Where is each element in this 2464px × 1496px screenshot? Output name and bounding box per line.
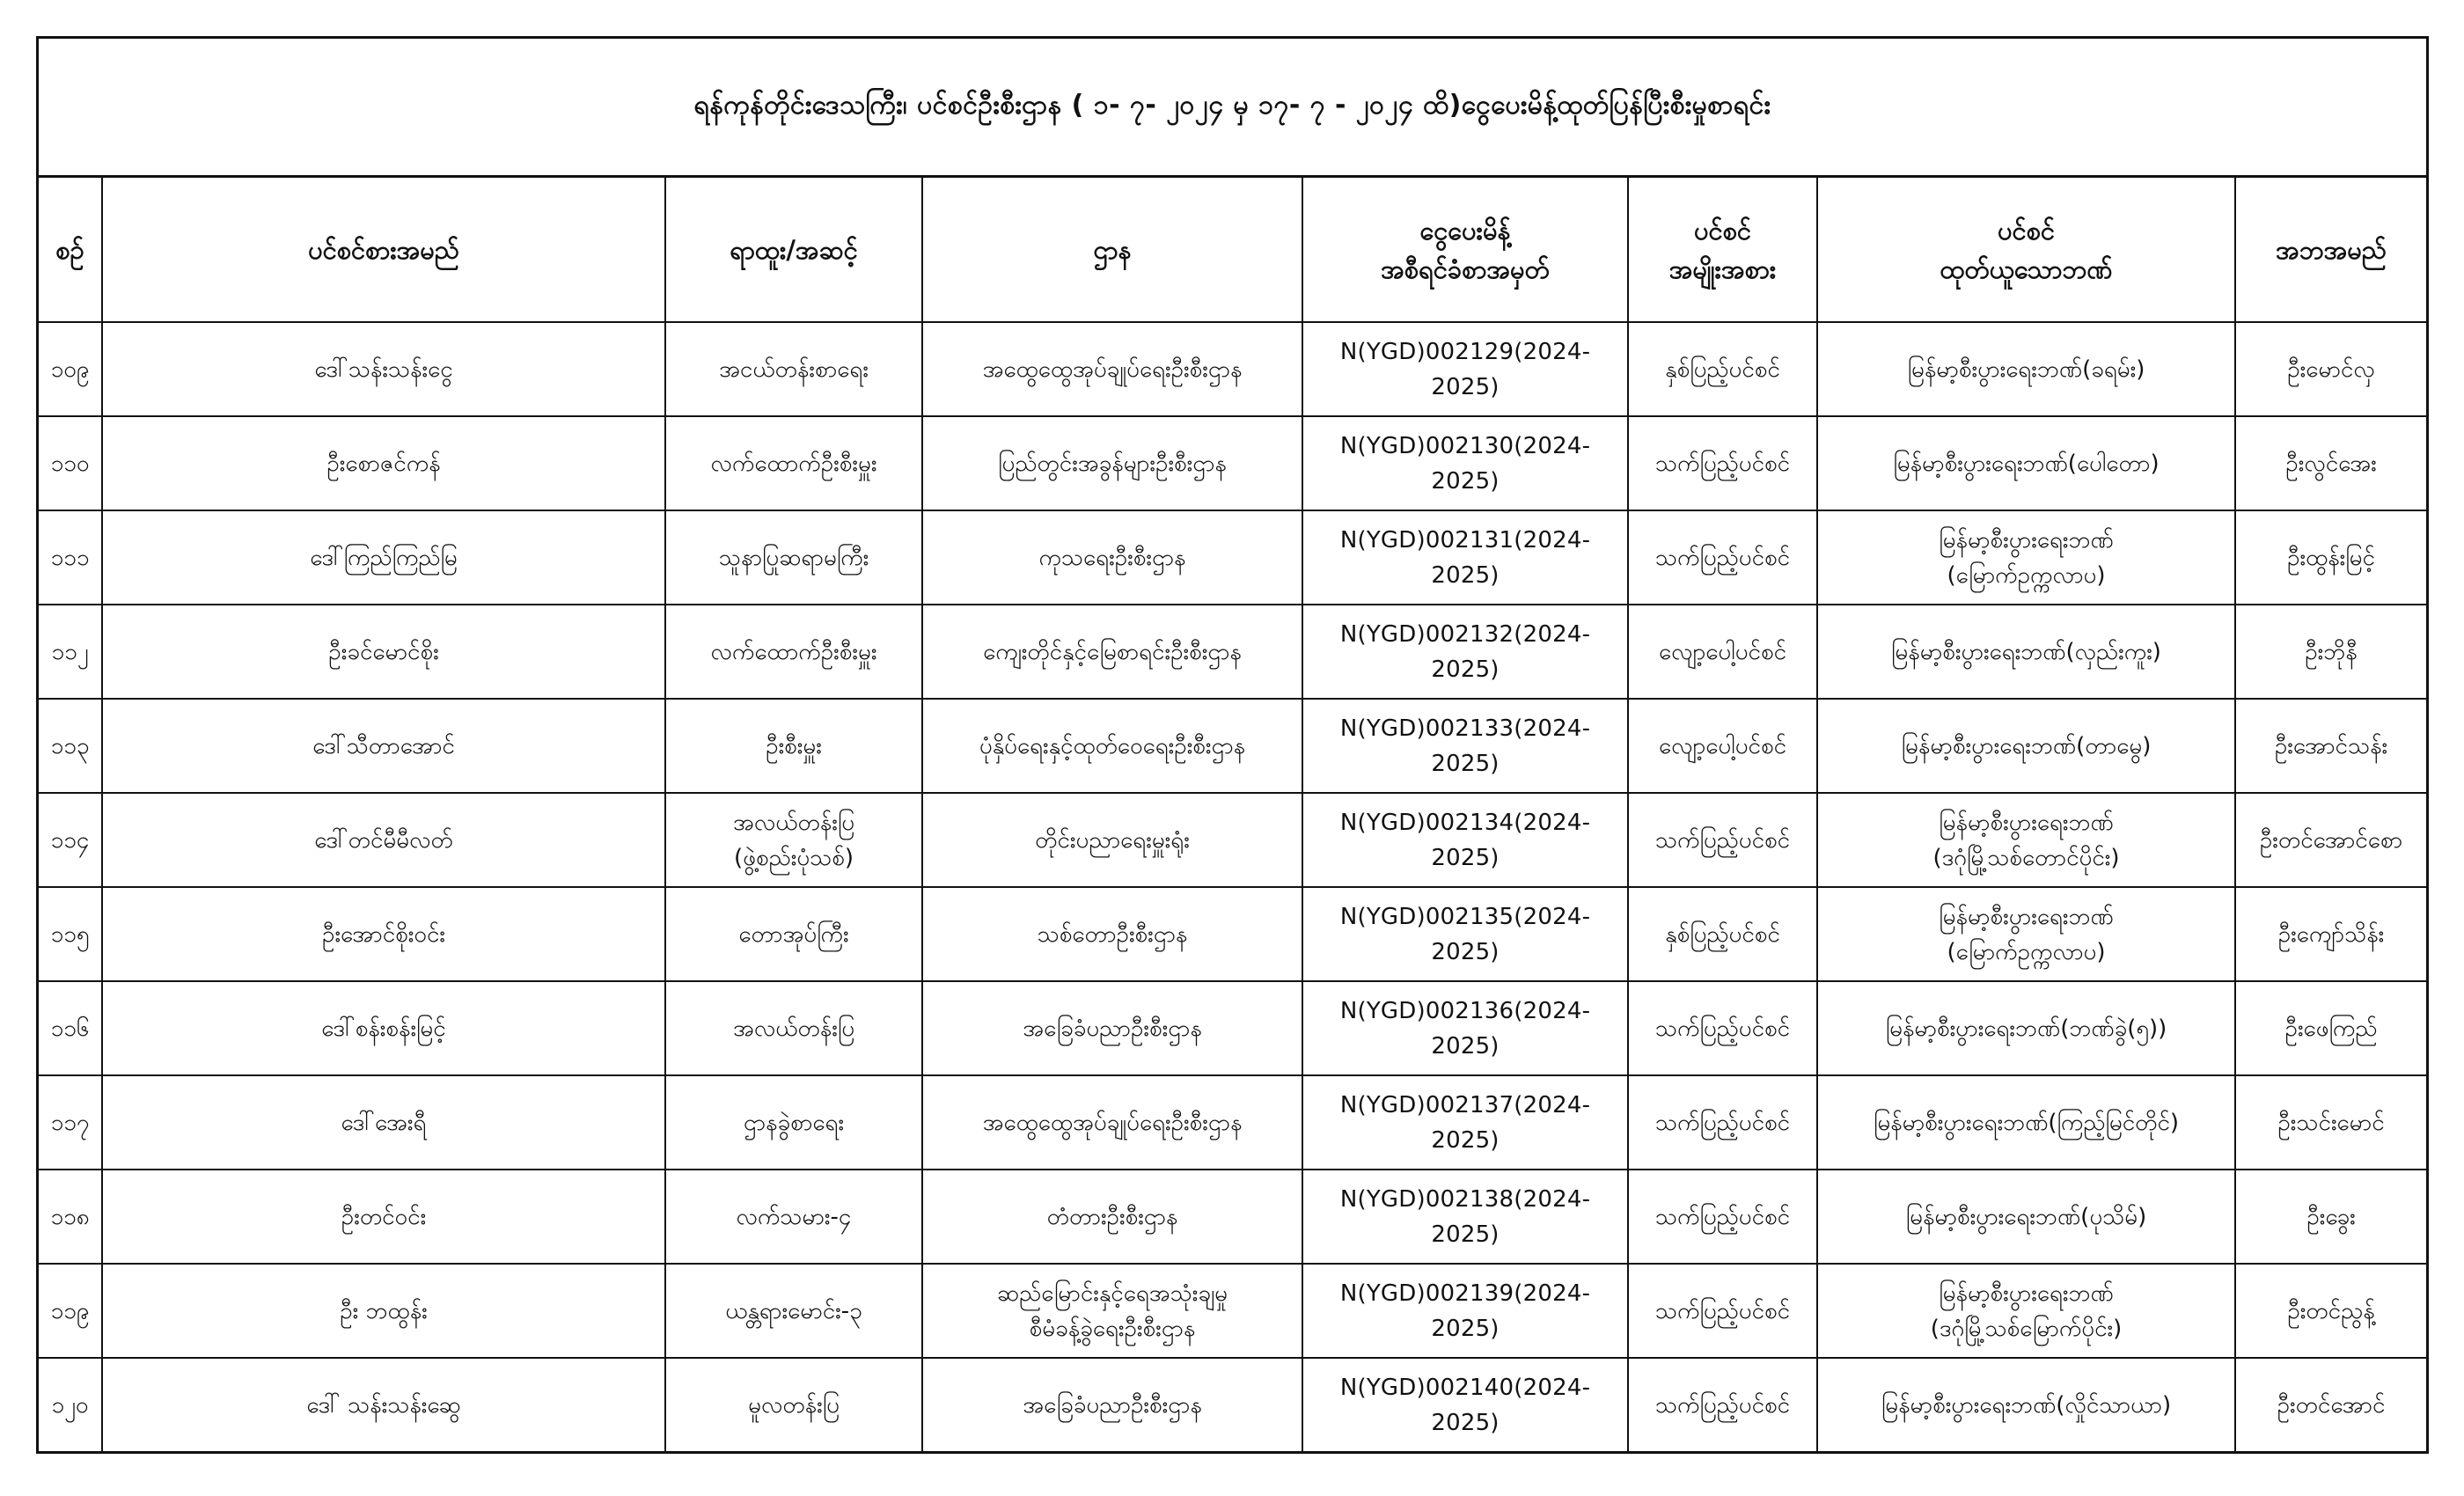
header-bank: ပင်စင် ထုတ်ယူသောဘဏ် — [1817, 178, 2235, 322]
cell-father-name: ဦးခွေး — [2235, 1170, 2426, 1264]
cell-rank: လက်သမား-၄ — [665, 1170, 922, 1264]
cell-pension-type: လျော့ပေါ့ပင်စင် — [1628, 699, 1817, 793]
cell-father-name: ဦးမောင်လှ — [2235, 322, 2426, 416]
cell-pension-type: နှစ်ပြည့်ပင်စင် — [1628, 322, 1817, 416]
cell-pension-type: သက်ပြည့်ပင်စင် — [1628, 1170, 1817, 1264]
cell-order-number: N(YGD)002129(2024-2025) — [1302, 322, 1628, 416]
cell-order-number: N(YGD)002132(2024-2025) — [1302, 605, 1628, 699]
cell-rank: အငယ်တန်းစာရေး — [665, 322, 922, 416]
cell-pension-type: သက်ပြည့်ပင်စင် — [1628, 510, 1817, 605]
pension-report-document — [36, 36, 2429, 1454]
cell-father-name: ဦးကျော်သိန်း — [2235, 887, 2426, 981]
cell-father-name: ဦးဘိုနီ — [2235, 605, 2426, 699]
cell-pensioner-name: ဦးအောင်စိုးဝင်း — [102, 887, 665, 981]
cell-serial: ၁၁၀ — [39, 416, 102, 510]
cell-pensioner-name: ဒေါ်အေးရီ — [102, 1075, 665, 1170]
cell-department: အခြေခံပညာဦးစီးဌာန — [922, 981, 1302, 1075]
cell-rank: အလယ်တန်းပြ (ဖွဲ့စည်းပုံသစ်) — [665, 793, 922, 887]
cell-serial: ၁၁၇ — [39, 1075, 102, 1170]
cell-serial: ၁၁၄ — [39, 793, 102, 887]
header-rank: ရာထူး/အဆင့် — [665, 178, 922, 322]
header-pension-type: ပင်စင် အမျိုးအစား — [1628, 178, 1817, 322]
cell-department: ကျေးတိုင်နှင့်မြေစာရင်းဦးစီးဌာန — [922, 605, 1302, 699]
header-order-number: ငွေပေးမိန့် အစီရင်ခံစာအမှတ် — [1302, 178, 1628, 322]
header-department: ဌာန — [922, 178, 1302, 322]
pension-table — [39, 178, 2426, 1451]
cell-serial: ၁၁၃ — [39, 699, 102, 793]
cell-pension-type: သက်ပြည့်ပင်စင် — [1628, 1358, 1817, 1451]
table-row — [39, 1170, 2426, 1264]
cell-department: တိုင်းပညာရေးမှူးရုံး — [922, 793, 1302, 887]
cell-order-number: N(YGD)002134(2024-2025) — [1302, 793, 1628, 887]
cell-father-name: ဦးတင်ညွန့် — [2235, 1264, 2426, 1358]
cell-order-number: N(YGD)002136(2024-2025) — [1302, 981, 1628, 1075]
cell-rank: ယန္တရားမောင်း-၃ — [665, 1264, 922, 1358]
cell-rank: ဦးစီးမှူး — [665, 699, 922, 793]
cell-pensioner-name: ဒေါ်သန်းသန်းငွေ — [102, 322, 665, 416]
cell-rank: ဌာနခွဲစာရေး — [665, 1075, 922, 1170]
cell-order-number: N(YGD)002130(2024-2025) — [1302, 416, 1628, 510]
table-row — [39, 1264, 2426, 1358]
table-row — [39, 699, 2426, 793]
cell-department: ပြည်တွင်းအခွန်များဦးစီးဌာန — [922, 416, 1302, 510]
cell-serial: ၁၁၆ — [39, 981, 102, 1075]
header-pensioner-name: ပင်စင်စားအမည် — [102, 178, 665, 322]
cell-bank: မြန်မာ့စီးပွားရေးဘဏ်(တာမွေ) — [1817, 699, 2235, 793]
cell-father-name: ဦးတင်အောင်စော — [2235, 793, 2426, 887]
cell-bank: မြန်မာ့စီးပွားရေးဘဏ်(လှည်းကူး) — [1817, 605, 2235, 699]
cell-father-name: ဦးတင်အောင် — [2277, 1391, 2386, 1419]
cell-department: တံတားဦးစီးဌာန — [922, 1170, 1302, 1264]
header-row — [39, 178, 2426, 322]
cell-rank: လက်ထောက်ဦးစီးမှူး — [665, 416, 922, 510]
cell-father-name: ဦးလွင်အေး — [2235, 416, 2426, 510]
cell-bank: မြန်မာ့စီးပွားရေးဘဏ် (မြောက်ဥက္ကလာပ) — [1817, 887, 2235, 981]
table-row — [39, 981, 2426, 1075]
cell-rank: လက်ထောက်ဦးစီးမှူး — [665, 605, 922, 699]
cell-serial: ၁၁၉ — [39, 1264, 102, 1358]
cell-order-number: N(YGD)002135(2024-2025) — [1302, 887, 1628, 981]
cell-bank: မြန်မာ့စီးပွားရေးဘဏ်(လှိုင်သာယာ) — [1817, 1358, 2235, 1451]
cell-pensioner-name: ဒေါ်စန်းစန်းမြင့် — [102, 981, 665, 1075]
cell-father-name: ဦးဖေကြည် — [2235, 981, 2426, 1075]
cell-department: သစ်တောဦးစီးဌာန — [922, 887, 1302, 981]
cell-order-number: N(YGD)002133(2024-2025) — [1302, 699, 1628, 793]
cell-pensioner-name: ဒေါ်တင်မီမီလတ် — [102, 793, 665, 887]
cell-serial: ၁၁၅ — [39, 887, 102, 981]
cell-bank: မြန်မာ့စီးပွားရေးဘဏ်(ကြည့်မြင်တိုင်) — [1817, 1075, 2235, 1170]
report-title: ရန်ကုန်တိုင်းဒေသကြီး၊ ပင်စင်ဦးစီးဌာန ( ၁- ၇- ၂၀၂၄ မှ ၁၇- ၇ - ၂၀၂၄ ထိ)ငွေပေးမိန့်ထုတ်ပြန်ပြီးစီးမှုစာရင်း — [39, 39, 2426, 178]
table-row — [39, 887, 2426, 981]
table-row — [39, 510, 2426, 605]
cell-bank: မြန်မာ့စီးပွားရေးဘဏ်(ခရမ်း) — [1817, 322, 2235, 416]
cell-pension-type: လျော့ပေါ့ပင်စင် — [1628, 605, 1817, 699]
cell-bank: မြန်မာ့စီးပွားရေးဘဏ်(ပုသိမ်) — [1817, 1170, 2235, 1264]
cell-bank: မြန်မာ့စီးပွားရေးဘဏ် (မြောက်ဥက္ကလာပ) — [1817, 510, 2235, 605]
cell-serial: ၁၀၉ — [39, 322, 102, 416]
cell-rank: သူနာပြုဆရာမကြီး — [665, 510, 922, 605]
cell-pension-type: သက်ပြည့်ပင်စင် — [1628, 416, 1817, 510]
cell-serial: ၁၁၁ — [39, 510, 102, 605]
cell-pension-type: သက်ပြည့်ပင်စင် — [1628, 1264, 1817, 1358]
cell-pensioner-name: ဦးစောဇင်ကန် — [102, 416, 665, 510]
cell-father-name: ဦးထွန်းမြင့် — [2235, 510, 2426, 605]
table-row — [39, 416, 2426, 510]
cell-pensioner-name: ဦးခင်မောင်စိုး — [102, 605, 665, 699]
cell-pension-type: သက်ပြည့်ပင်စင် — [1628, 981, 1817, 1075]
cell-rank: မူလတန်းပြ — [665, 1358, 922, 1451]
cell-serial: ၁၂၀ — [39, 1358, 102, 1451]
table-row — [39, 605, 2426, 699]
cell-pensioner-name: ဒေါ်သီတာအောင် — [102, 699, 665, 793]
cell-department: ကုသရေးဦးစီးဌာန — [922, 510, 1302, 605]
cell-serial: ၁၁၈ — [39, 1170, 102, 1264]
cell-pensioner-name: ဦးတင်ဝင်း — [102, 1170, 665, 1264]
cell-pension-type: နှစ်ပြည့်ပင်စင် — [1628, 887, 1817, 981]
cell-order-number: N(YGD)002139(2024-2025) — [1302, 1264, 1628, 1358]
cell-pensioner-name: ဒေါ် သန်းသန်းဆွေ — [102, 1358, 665, 1451]
cell-bank: မြန်မာ့စီးပွားရေးဘဏ်(ဘဏ်ခွဲ(၅)) — [1817, 981, 2235, 1075]
cell-department: ဆည်မြောင်းနှင့်ရေအသုံးချမှု စီမံခန့်ခွဲရေးဦးစီးဌာန — [922, 1264, 1302, 1358]
table-row — [39, 1075, 2426, 1170]
cell-order-number: N(YGD)002138(2024-2025) — [1302, 1170, 1628, 1264]
cell-department: ပုံနှိပ်ရေးနှင့်ထုတ်ဝေရေးဦးစီးဌာန — [922, 699, 1302, 793]
cell-father-name: ဦးအောင်သန်း — [2235, 699, 2426, 793]
cell-order-number: N(YGD)002140(2024-2025) — [1302, 1358, 1628, 1451]
cell-department: အထွေထွေအုပ်ချုပ်ရေးဦးစီးဌာန — [922, 1075, 1302, 1170]
cell-department: အထွေထွေအုပ်ချုပ်ရေးဦးစီးဌာန — [922, 322, 1302, 416]
table-row — [39, 1358, 2426, 1451]
cell-bank: မြန်မာ့စီးပွားရေးဘဏ် (ဒဂုံမြို့သစ်မြောက်ပိုင်း) — [1817, 1264, 2235, 1358]
cell-bank: မြန်မာ့စီးပွားရေးဘဏ် (ဒဂုံမြို့သစ်တောင်ပိုင်း) — [1817, 793, 2235, 887]
header-father-name: အဘအမည် — [2235, 178, 2426, 322]
table-row — [39, 793, 2426, 887]
cell-order-number: N(YGD)002137(2024-2025) — [1302, 1075, 1628, 1170]
cell-pensioner-name: ဒေါ်ကြည်ကြည်မြ — [102, 510, 665, 605]
cell-serial: ၁၁၂ — [39, 605, 102, 699]
cell-pensioner-name: ဦး ဘထွန်း — [102, 1264, 665, 1358]
cell-department: အခြေခံပညာဦးစီးဌာန — [922, 1358, 1302, 1451]
cell-rank: အလယ်တန်းပြ — [665, 981, 922, 1075]
header-serial: စဉ် — [39, 178, 102, 322]
cell-rank: တောအုပ်ကြီး — [665, 887, 922, 981]
table-row — [39, 322, 2426, 416]
cell-order-number: N(YGD)002131(2024-2025) — [1302, 510, 1628, 605]
cell-pension-type: သက်ပြည့်ပင်စင် — [1628, 793, 1817, 887]
cell-pension-type: သက်ပြည့်ပင်စင် — [1628, 1075, 1817, 1170]
cell-bank: မြန်မာ့စီးပွားရေးဘဏ်(ပေါတော) — [1817, 416, 2235, 510]
cell-father-name: ဦးသင်းမောင် — [2235, 1075, 2426, 1170]
